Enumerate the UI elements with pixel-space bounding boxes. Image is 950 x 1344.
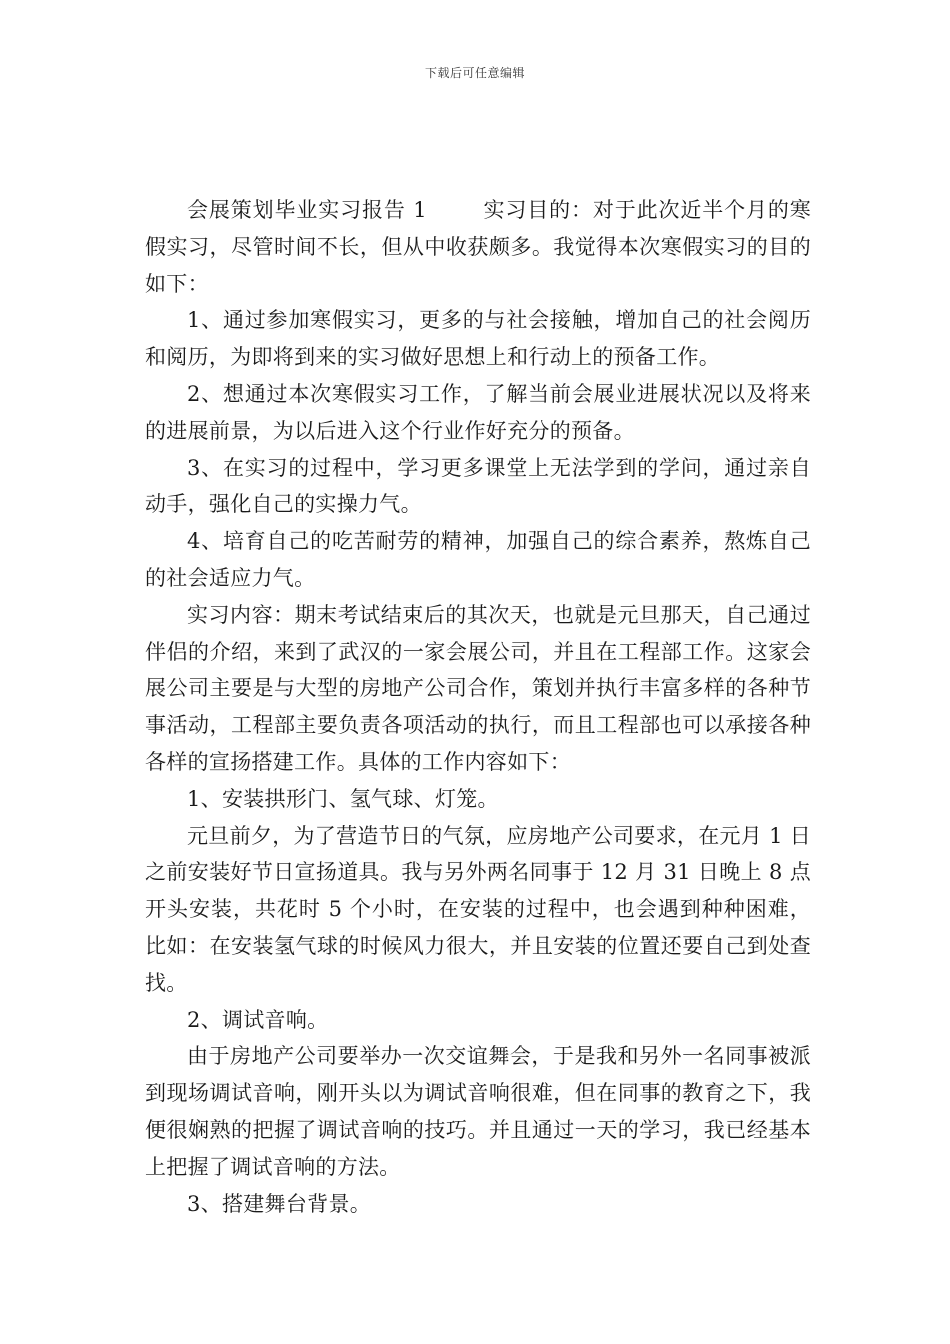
page-header-note: 下载后可任意编辑 [424,66,525,80]
paragraph-task-3-heading: 3、搭建舞台背景。 [187,1191,372,1216]
paragraph-task-2-body: 由于房地产公司要举办一次交谊舞会，于是我和另外一名同事被派到现场调试音响，刚开头以为调试音响很难，但在同事的教育之下，我便很娴熟的把握了调试音响的技巧。并且通过一天的学习，我已经基本上把握了调试音响的方法。 [145,1044,811,1179]
title-paragraph [145,192,811,302]
paragraph-purpose-3: 3、在实习的过程中，学习更多课堂上无法学到的学问，通过亲自动手，强化自己的实操力气。 [145,455,811,517]
paragraph-task-1-heading: 1、安装拱形门、氢气球、灯笼。 [187,786,499,811]
paragraph-purpose-4: 4、培育自己的吃苦耐劳的精神，加强自己的综合素养，熬炼自己的社会适应力气。 [145,529,811,590]
report-title: 会展策划毕业实习报告 1 [187,198,427,222]
paragraph-task-2-heading: 2、调试音响。 [187,1007,329,1032]
paragraph-content-intro: 实习内容：期末考试结束后的其次天，也就是元旦那天，自己通过伴侣的介绍，来到了武汉的一家会展公司，并且在工程部工作。这家会展公司主要是与大型的房地产公司合作，策划并执行丰富多样的各种节事活动，工程部主要负责各项活动的执行，而且工程部也可以承接各种各样的宣扬搭建工作。具体的工作内容如下： [145,602,811,774]
paragraph-task-1-body: 元旦前夕，为了营造节日的气氛，应房地产公司要求，在元月 1 日之前安装好节日宣扬道具。我与另外两名同事于 12 月 31 日晚上 8 点开头安装，共花时 5 个小时，在安装的过程中，也会遇到种种困难，比如：在安装氢气球的时候风力很大，并且安装的位置还要自己到处查找。 [145,823,812,995]
document-body [145,192,811,1222]
paragraph-purpose-1: 1、通过参加寒假实习，更多的与社会接触，增加自己的社会阅历和阅历，为即将到来的实习做好思想上和行动上的预备工作。 [145,308,811,370]
internship-purpose-text: 实习目的：对于此次近半个月的寒假实习，尽管时间不长，但从中收获颇多。我觉得本次寒假实习的目的如下： [145,198,811,296]
paragraph-purpose-2: 2、想通过本次寒假实习工作，了解当前会展业进展状况以及将来的进展前景，为以后进入这个行业作好充分的预备。 [145,381,811,443]
